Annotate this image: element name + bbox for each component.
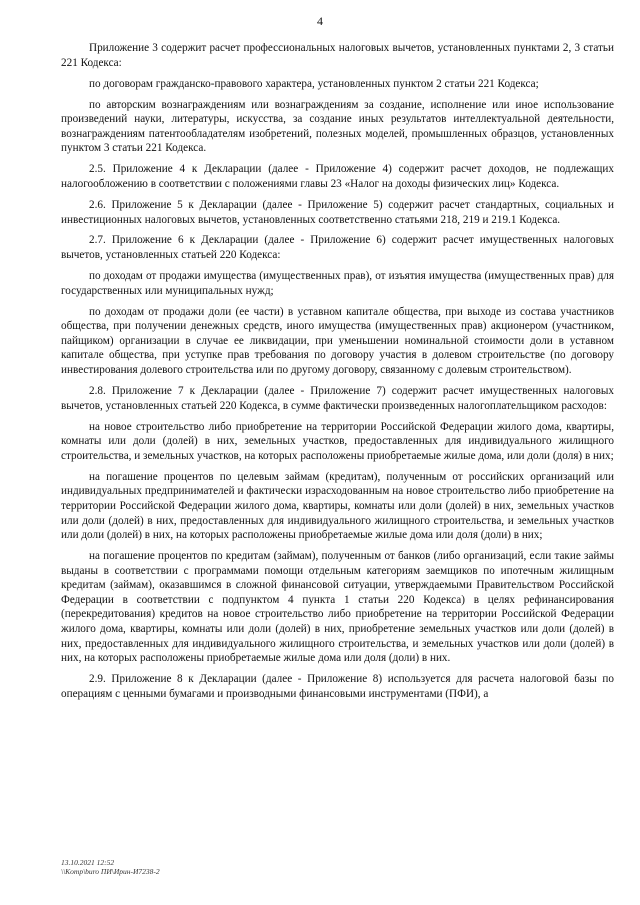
paragraph-share-sale: по доходам от продажи доли (ее части) в уставном капитале общества, при выходе из состава участников общества, при получении денежных средств, иного имущества (имущественных прав) акционером (участником, пайщиком) организации в случае ее ликвидации, при уменьшении номинальной стоимости доли в уставном капитале общества, при уступке прав требования по договору участия в долевом строительстве (по договору инвестирования долевого строительства или по другому договору, связанному с долевым строительством). (61, 305, 614, 377)
paragraph-new-construction: на новое строительство либо приобретение на территории Российской Федерации жилого дома, квартиры, комнаты или доли (долей) в них, земельных участков, предоставленных для индивидуального жилищного строительства, и земельных участков, на которых расположены приобретаемые жилые дома, или доли (доля) в них; (61, 420, 614, 462)
paragraph-2-7: 2.7. Приложение 6 к Декларации (далее - Приложение 6) содержит расчет имущественных налоговых вычетов, установленных статьей 220 Кодекса: (61, 234, 614, 262)
document-body (61, 41, 614, 708)
paragraph-property-sale: по доходам от продажи имущества (имущественных прав), от изъятия имущества (имущественных прав) для государственных или муниципальных нужд; (61, 270, 614, 297)
paragraph-civil-contracts: по договорам гражданско-правового характера, установленных пунктом 2 статьи 221 Кодекса; (89, 77, 539, 90)
paragraph-2-9: 2.9. Приложение 8 к Декларации (далее - Приложение 8) используется для расчета налоговой базы по операциям с ценными бумагами и производными финансовыми инструментами (ПФИ), а (61, 673, 614, 700)
paragraph-2-5: 2.5. Приложение 4 к Декларации (далее - Приложение 4) содержит расчет доходов, не подлежащих налогообложению в соответствии с положениями главы 23 «Налог на доходы физических лиц» Кодекса. (61, 163, 614, 190)
paragraph-bank-credits: на погашение процентов по кредитам (займам), полученным от банков (либо организаций, если такие займы выданы в соответствии с программами помощи отдельным категориям заемщиков по ипотечным жилищным кредитам (займам), оказавшимся в сложной финансовой ситуации, утверждаемыми Правительством Российской Федерации в соответствии с подпунктом 4 пункта 1 статьи 220 Кодекса) в целях рефинансирования (перекредитования) кредитов на новое строительство либо приобретение на территории Российской Федерации жилого дома, квартиры, комнаты или доли (долей) в них, приобретение земельных участков или доли (долей) в них, предоставленных для индивидуального жилищного строительства, и земельных участков или доли (долей) в них, на которых расположены приобретаемые жилые дома или доля (доли) в них. (61, 550, 614, 665)
paragraph-appendix3-intro: Приложение 3 содержит расчет профессиональных налоговых вычетов, установленных пунктами 2, 3 статьи 221 Кодекса: (61, 42, 614, 69)
footer-file-reference: \\Komp\buro ПИ\Ирин-И7238-2 (61, 867, 160, 876)
paragraph-target-loans: на погашение процентов по целевым займам (кредитам), полученным от российских организаций или индивидуальных предпринимателей и фактически израсходованным на новое строительство либо приобретение на территории Российской Федерации жилого дома, квартиры, комнаты или доли (долей) в них, земельных участков или доли (долей) в них, предоставленных для индивидуального жилищного строительства, и земельных участков или доли (долей) в них, на которых расположены приобретаемые жилые дома или доля (доли) в них; (61, 470, 614, 542)
page-number: 4 (317, 14, 323, 28)
paragraph-2-8: 2.8. Приложение 7 к Декларации (далее - Приложение 7) содержит расчет имущественных налоговых вычетов, установленных статьей 220 Кодекса, в сумме фактически произведенных налогоплательщиком расходов: (61, 385, 614, 412)
document-footer (61, 858, 160, 876)
paragraph-author-fees: по авторским вознаграждениям или вознаграждениям за создание, исполнение или иное использование произведений науки, литературы, искусства, за создание иных результатов интеллектуальной деятельности, вознаграждениям патентообладателям изобретений, полезных моделей, промышленных образцов, установленных пунктом 3 статьи 221 Кодекса. (61, 98, 614, 155)
paragraph-2-6: 2.6. Приложение 5 к Декларации (далее - Приложение 5) содержит расчет стандартных, социальных и инвестиционных налоговых вычетов, установленных соответственно статьями 218, 219 и 219.1 Кодекса. (61, 198, 614, 226)
footer-timestamp: 13.10.2021 12:52 (61, 858, 115, 867)
